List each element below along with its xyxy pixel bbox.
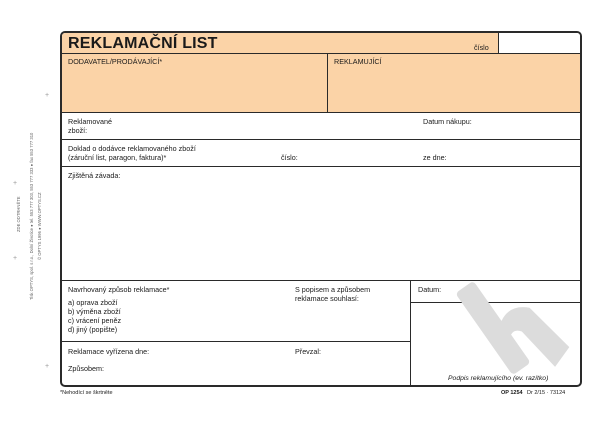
- crop-mark-bottom: +: [45, 363, 50, 370]
- watermark-logo: [442, 258, 582, 387]
- method-label: Navrhovaný způsob reklamace*: [68, 285, 170, 294]
- defect-label: Zjištěná závada:: [68, 171, 121, 180]
- form-code-2: Dr 2/15 · 73124: [527, 390, 566, 396]
- option-d[interactable]: d) jiný (popište): [68, 325, 118, 334]
- resolved-date-field[interactable]: [157, 343, 289, 357]
- divider-6: [62, 341, 410, 342]
- number-field[interactable]: [498, 33, 582, 53]
- option-c[interactable]: c) vrácení peněz: [68, 316, 122, 325]
- resolved-label: Reklamace vyřízena dne:: [68, 347, 150, 356]
- goods-field[interactable]: [102, 113, 412, 139]
- document-date-label: ze dne:: [423, 153, 447, 162]
- document-date-field[interactable]: [452, 140, 582, 166]
- tear-off-label: ZDE ODTRHNĚTE: [16, 196, 21, 232]
- crop-mark-top: +: [45, 92, 50, 99]
- goods-label-1: Reklamované: [68, 117, 112, 126]
- received-by-field[interactable]: [324, 343, 408, 357]
- agreement-field[interactable]: [295, 305, 408, 335]
- document-number-field[interactable]: [302, 140, 417, 166]
- claimant-label: REKLAMUJÍCÍ: [334, 57, 382, 66]
- agreement-label-1: S popisem a způsobem: [295, 285, 371, 294]
- copyright-info: © OPTYS 1996 ● WWW.OPTYS.CZ: [37, 192, 42, 260]
- footnote: *Nehodící se škrtněte: [60, 390, 113, 396]
- printer-info: Tisk OPTYS, spol. s r.o., Dolní Životice ● tel. 553 777 303, 553 777 333 ● fax 553 777 310: [29, 132, 34, 300]
- document-label-2: (záruční list, paragon, faktura)*: [68, 153, 167, 162]
- claimant-field[interactable]: [328, 54, 582, 112]
- document-label-1: Doklad o dodávce reklamovaného zboží: [68, 144, 196, 153]
- crop-mark-left: +: [13, 180, 18, 187]
- date-label: Datum:: [418, 285, 442, 294]
- number-divider: [498, 33, 499, 53]
- resolution-method-label: Způsobem:: [68, 364, 104, 373]
- option-b[interactable]: b) výměna zboží: [68, 307, 121, 316]
- supplier-label: DODAVATEL/PRODÁVAJÍCÍ*: [68, 57, 163, 66]
- purchase-date-field[interactable]: [474, 113, 582, 139]
- agreement-label-2: reklamace souhlasí:: [295, 294, 359, 303]
- number-label: číslo: [474, 43, 489, 52]
- received-by-label: Převzal:: [295, 347, 321, 356]
- purchase-date-label: Datum nákupu:: [423, 117, 472, 126]
- crop-mark-left2: +: [13, 255, 18, 262]
- form-title: REKLAMAČNÍ LIST: [68, 35, 218, 52]
- document-number-label: číslo:: [281, 153, 298, 162]
- claim-form: [60, 31, 582, 387]
- option-a[interactable]: a) oprava zboží: [68, 298, 118, 307]
- signature-label: Podpis reklamujícího (ev. razítko): [448, 375, 549, 382]
- goods-label-2: zboží:: [68, 126, 88, 135]
- resolution-method-field[interactable]: [110, 360, 408, 384]
- supplier-field[interactable]: [62, 54, 327, 112]
- form-code: OP 1254: [501, 390, 523, 396]
